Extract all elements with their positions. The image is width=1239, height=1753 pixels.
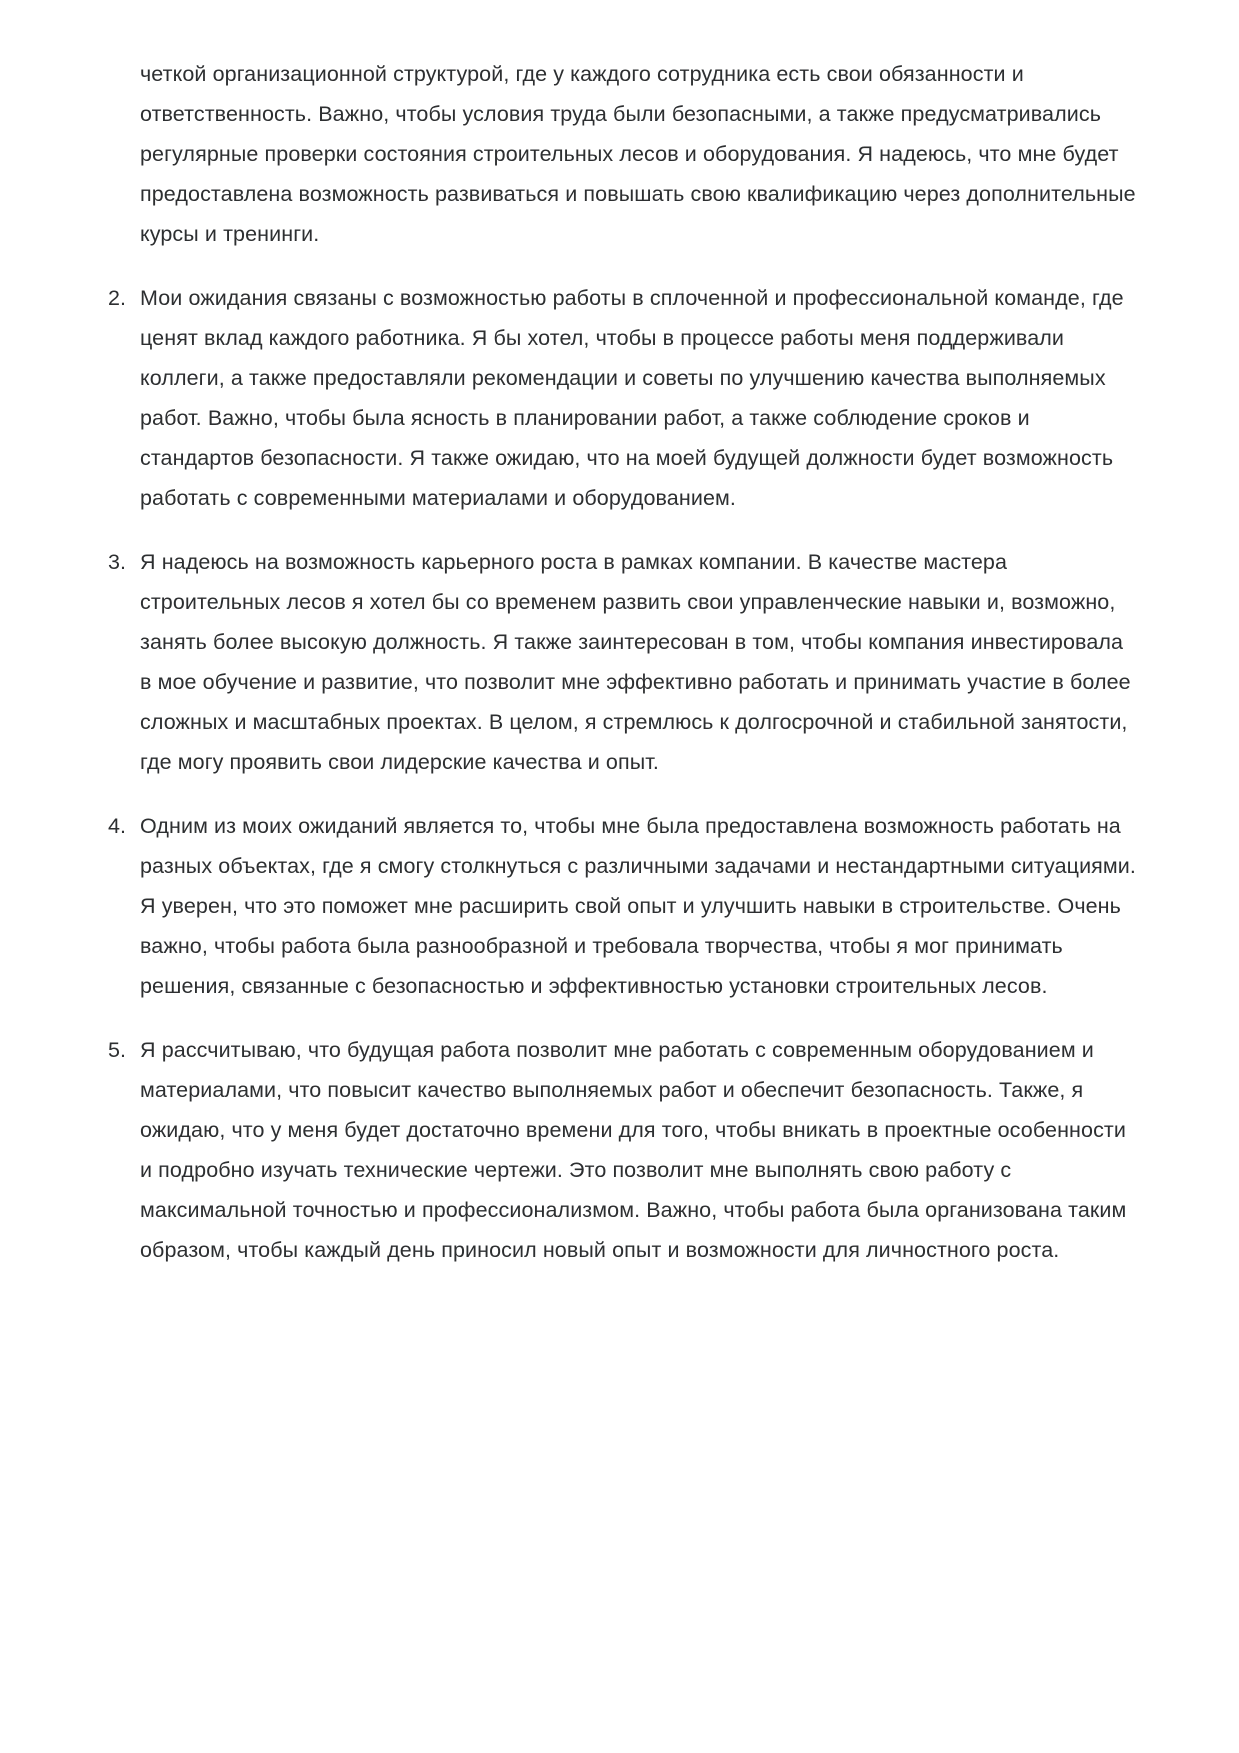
paragraph-item1-continuation: четкой организационной структурой, где у каждого сотрудника есть свои обязанности и ответственность. Важно, чтобы условия труда были безопасными, а также предусматривались регулярные проверки состояния строительных лесов и оборудования. Я надеюсь, что мне будет предоставлена возможность развиваться и повышать свою квалификацию через дополнительные курсы и тренинги. [140,62,1136,246]
list-item-5-text: Я рассчитываю, что будущая работа позволит мне работать с современным оборудованием и материалами, что повысит качество выполняемых работ и обеспечит безопасность. Также, я ожидаю, что у меня будет достаточно времени для того, чтобы вникать в проектные особенности и подробно изучать технические чертежи. Это позволит мне выполнять свою работу с максимальной точностью и профессионализмом. Важно, чтобы работа была организована таким образом, чтобы каждый день приносил новый опыт и возможности для личностного роста. [140,1038,1127,1262]
list-item-3 [108,542,1140,782]
list-item-3-number: 3. [108,550,127,574]
list-item-4-number: 4. [108,814,127,838]
list-item-2-number: 2. [108,286,127,310]
numbered-list-document [108,54,1140,1270]
list-item-4 [108,806,1140,1006]
list-item-4-text: Одним из моих ожиданий является то, чтобы мне была предоставлена возможность работать на разных объектах, где я смогу столкнуться с различными задачами и нестандартными ситуациями. Я уверен, что это поможет мне расширить свой опыт и улучшить навыки в строительстве. Очень важно, чтобы работа была разнообразной и требовала творчества, чтобы я мог принимать решения, связанные с безопасностью и эффективностью установки строительных лесов. [140,814,1136,998]
list-item-2 [108,278,1140,518]
list-item-3-text: Я надеюсь на возможность карьерного роста в рамках компании. В качестве мастера строительных лесов я хотел бы со временем развить свои управленческие навыки и, возможно, занять более высокую должность. Я также заинтересован в том, чтобы компания инвестировала в мое обучение и развитие, что позволит мне эффективно работать и принимать участие в более сложных и масштабных проектах. В целом, я стремлюсь к долгосрочной и стабильной занятости, где могу проявить свои лидерские качества и опыт. [140,550,1131,774]
list-item-2-text: Мои ожидания связаны с возможностью работы в сплоченной и профессиональной команде, где ценят вклад каждого работника. Я бы хотел, чтобы в процессе работы меня поддерживали коллеги, а также предоставляли рекомендации и советы по улучшению качества выполняемых работ. Важно, чтобы была ясность в планировании работ, а также соблюдение сроков и стандартов безопасности. Я также ожидаю, что на моей будущей должности будет возможность работать с современными материалами и оборудованием. [140,286,1124,510]
list-item-5 [108,1030,1140,1270]
list-item-5-number: 5. [108,1038,127,1062]
